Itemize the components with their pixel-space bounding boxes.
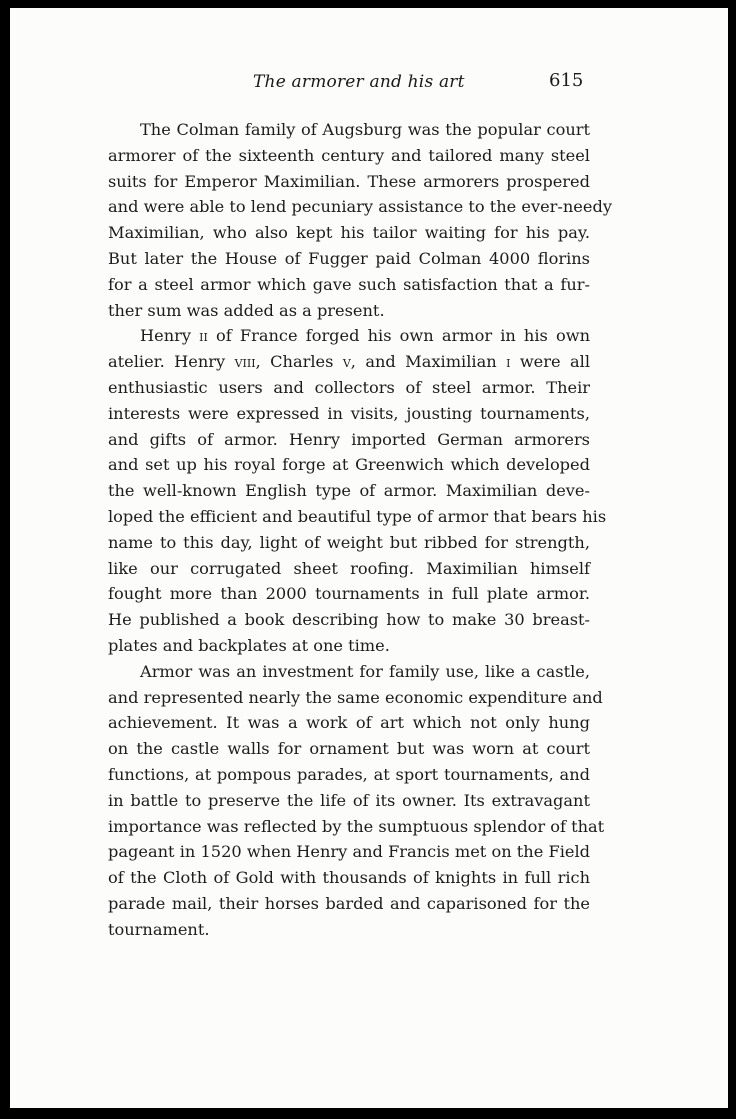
text-line: armorer of the sixteenth century and tailored many steel bbox=[108, 145, 590, 165]
text-line: loped the efficient and beautiful type of armor that bears his bbox=[108, 506, 607, 526]
paragraph bbox=[108, 323, 607, 658]
text-line: Armor was an investment for family use, like a castle, bbox=[140, 661, 590, 681]
text-line: plates and backplates at one time. bbox=[108, 635, 390, 655]
text-line: and represented nearly the same economic expenditure and bbox=[108, 687, 603, 707]
text-line: and set up his royal forge at Greenwich which developed bbox=[108, 455, 590, 475]
text-line: parade mail, their horses barded and caparisoned for the bbox=[108, 893, 590, 913]
paragraph bbox=[108, 117, 612, 323]
paragraph bbox=[108, 659, 605, 943]
text-line: But later the House of Fugger paid Colman 4000 florins bbox=[108, 248, 590, 268]
text-line: functions, at pompous parades, at sport tournaments, and bbox=[108, 764, 590, 784]
text-line: like our corrugated sheet roofing. Maximilian himself bbox=[108, 558, 590, 578]
text-line: and were able to lend pecuniary assistance to the ever-needy bbox=[108, 197, 612, 217]
text-line: achievement. It was a work of art which not only hung bbox=[108, 713, 590, 733]
page-sheet bbox=[10, 8, 728, 1108]
text-line: importance was reflected by the sumptuous splendor of that bbox=[108, 816, 605, 836]
text-line: fought more than 2000 tournaments in full plate armor. bbox=[108, 584, 590, 604]
body-text bbox=[108, 117, 612, 943]
text-line: suits for Emperor Maximilian. These armorers prospered bbox=[108, 171, 590, 191]
text-line: Henry ii of France forged his own armor in his own bbox=[140, 326, 591, 346]
running-title: The armorer and his art bbox=[253, 72, 465, 92]
text-line: enthusiastic users and collectors of steel armor. Their bbox=[108, 377, 590, 397]
running-header bbox=[10, 68, 728, 98]
text-line: tournament. bbox=[108, 919, 210, 939]
text-line: The Colman family of Augsburg was the popular court bbox=[140, 120, 590, 139]
page-number: 615 bbox=[549, 70, 584, 91]
text-line: in battle to preserve the life of its owner. Its extravagant bbox=[108, 790, 590, 810]
text-line: atelier. Henry viii, Charles v, and Maximilian i were all bbox=[108, 352, 590, 372]
text-line: of the Cloth of Gold with thousands of knights in full rich bbox=[108, 868, 590, 888]
text-line: pageant in 1520 when Henry and Francis met on the Field bbox=[108, 842, 590, 862]
text-line: Maximilian, who also kept his tailor waiting for his pay. bbox=[108, 223, 590, 243]
text-line: on the castle walls for ornament but was worn at court bbox=[108, 739, 590, 759]
text-line: the well-known English type of armor. Maximilian deve- bbox=[108, 481, 590, 501]
text-line: and gifts of armor. Henry imported German armorers bbox=[108, 429, 590, 449]
text-line: He published a book describing how to make 30 breast- bbox=[108, 610, 590, 630]
text-line: ther sum was added as a present. bbox=[108, 300, 385, 320]
text-line: for a steel armor which gave such satisfaction that a fur- bbox=[108, 274, 590, 294]
text-line: interests were expressed in visits, jousting tournaments, bbox=[108, 403, 590, 423]
text-line: name to this day, light of weight but ribbed for strength, bbox=[108, 532, 590, 552]
